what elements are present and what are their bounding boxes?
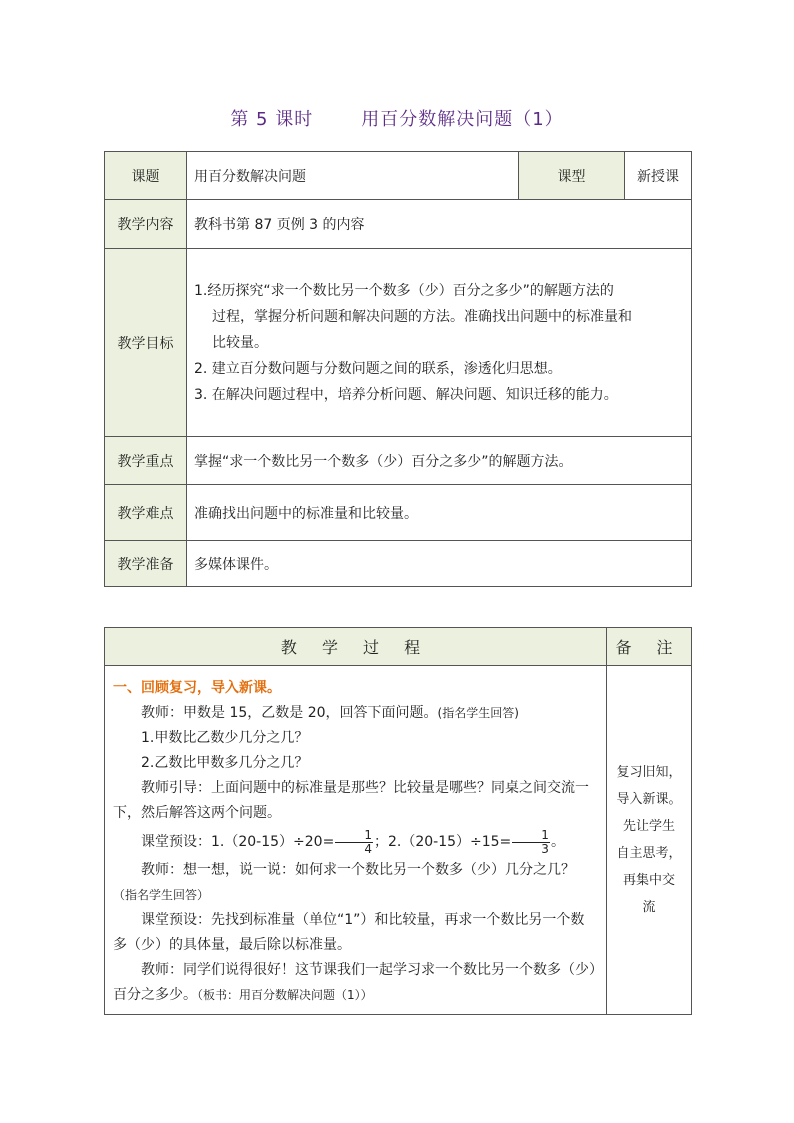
goal-1-line-c: 比较量。 [212,334,268,351]
remark-line-3: 先让学生 [622,819,675,834]
lesson-topic: 用百分数解决问题（1） [361,109,564,130]
difficulty-label: 教学难点 [105,485,187,541]
teaching-process-table [104,627,692,1015]
type-label: 课型 [519,152,625,200]
topic-label: 课题 [105,152,187,200]
goal-1-line-a: 1.经历探究“求一个数比另一个数多（少）百分之多少”的解题方法的 [194,282,614,299]
remarks [607,666,692,1015]
goal-3: 3. 在解决问题过程中，培养分析问题、解决问题、知识迁移的能力。 [194,386,618,403]
key-point-value: 掌握“求一个数比另一个数多（少）百分之多少”的解题方法。 [187,437,692,485]
difficulty-value: 准确找出问题中的标准量和比较量。 [187,485,692,541]
question-1: 1.甲数比乙数少几分之几？ [141,730,309,746]
goals-label: 教学目标 [105,249,187,437]
remark-line-5: 再集中交 [622,873,675,888]
page-title [0,105,794,131]
question-2: 2.乙数比甲数多几分之几？ [141,755,309,771]
paragraph-3: 课堂预设：1.（20-15）÷20= $\frac{1}{4}$ ；2.（20-15）÷15= $\frac{1}{3}$ 。 [141,827,565,856]
remark-line-6: 流 [642,900,656,915]
paragraph-5: 课堂预设：先找到标准量（单位“1”）和比较量，再求一个数比另一个数多（少）的具体量，最后除以标准量。 [113,912,585,953]
process-content [105,666,607,1015]
goal-1-line-b: 过程，掌握分析问题和解决问题的方法。准确找出问题中的标准量和 [212,308,632,325]
paragraph-2: 教师引导：上面问题中的标准量是那些？比较量是哪些？同桌之间交流一下，然后解答这两个问题。 [113,780,589,821]
process-header: 教 学 过 程 [105,628,607,666]
goals-value [187,249,692,437]
prep-label: 教学准备 [105,541,187,587]
fraction-1-3: $\frac{1}{3}$ [512,829,550,856]
paragraph-6: 教师：同学们说得很好！这节课我们一起学习求一个数比另一个数多（少）百分之多少。（板书：用百分数解决问题（1）） [113,962,596,1003]
section-1-title: 一、回顾复习，导入新课。 [113,680,281,696]
fraction-1-4: $\frac{1}{4}$ [335,829,373,856]
paragraph-4: 教师：想一想，说一说：如何求一个数比另一个数多（少）几分之几？（指名学生回答） [113,862,575,902]
type-value: 新授课 [625,152,692,200]
prep-value: 多媒体课件。 [187,541,692,587]
paragraph-1: 教师：甲数是 15，乙数是 20，回答下面问题。(指名学生回答) [141,705,519,721]
topic-value: 用百分数解决问题 [187,152,519,200]
lesson-info-table [104,151,692,587]
content-label: 教学内容 [105,200,187,249]
remark-line-2: 导入新课。 [616,792,682,807]
key-point-label: 教学重点 [105,437,187,485]
lesson-number: 第 5 课时 [230,109,314,130]
remark-line-1: 复习旧知， [616,765,682,780]
goal-2: 2. 建立百分数问题与分数问题之间的联系，渗透化归思想。 [194,360,562,377]
remark-line-4: 自主思考， [616,846,682,861]
note-header: 备 注 [607,628,692,666]
content-value: 教科书第 87 页例 3 的内容 [187,200,692,249]
